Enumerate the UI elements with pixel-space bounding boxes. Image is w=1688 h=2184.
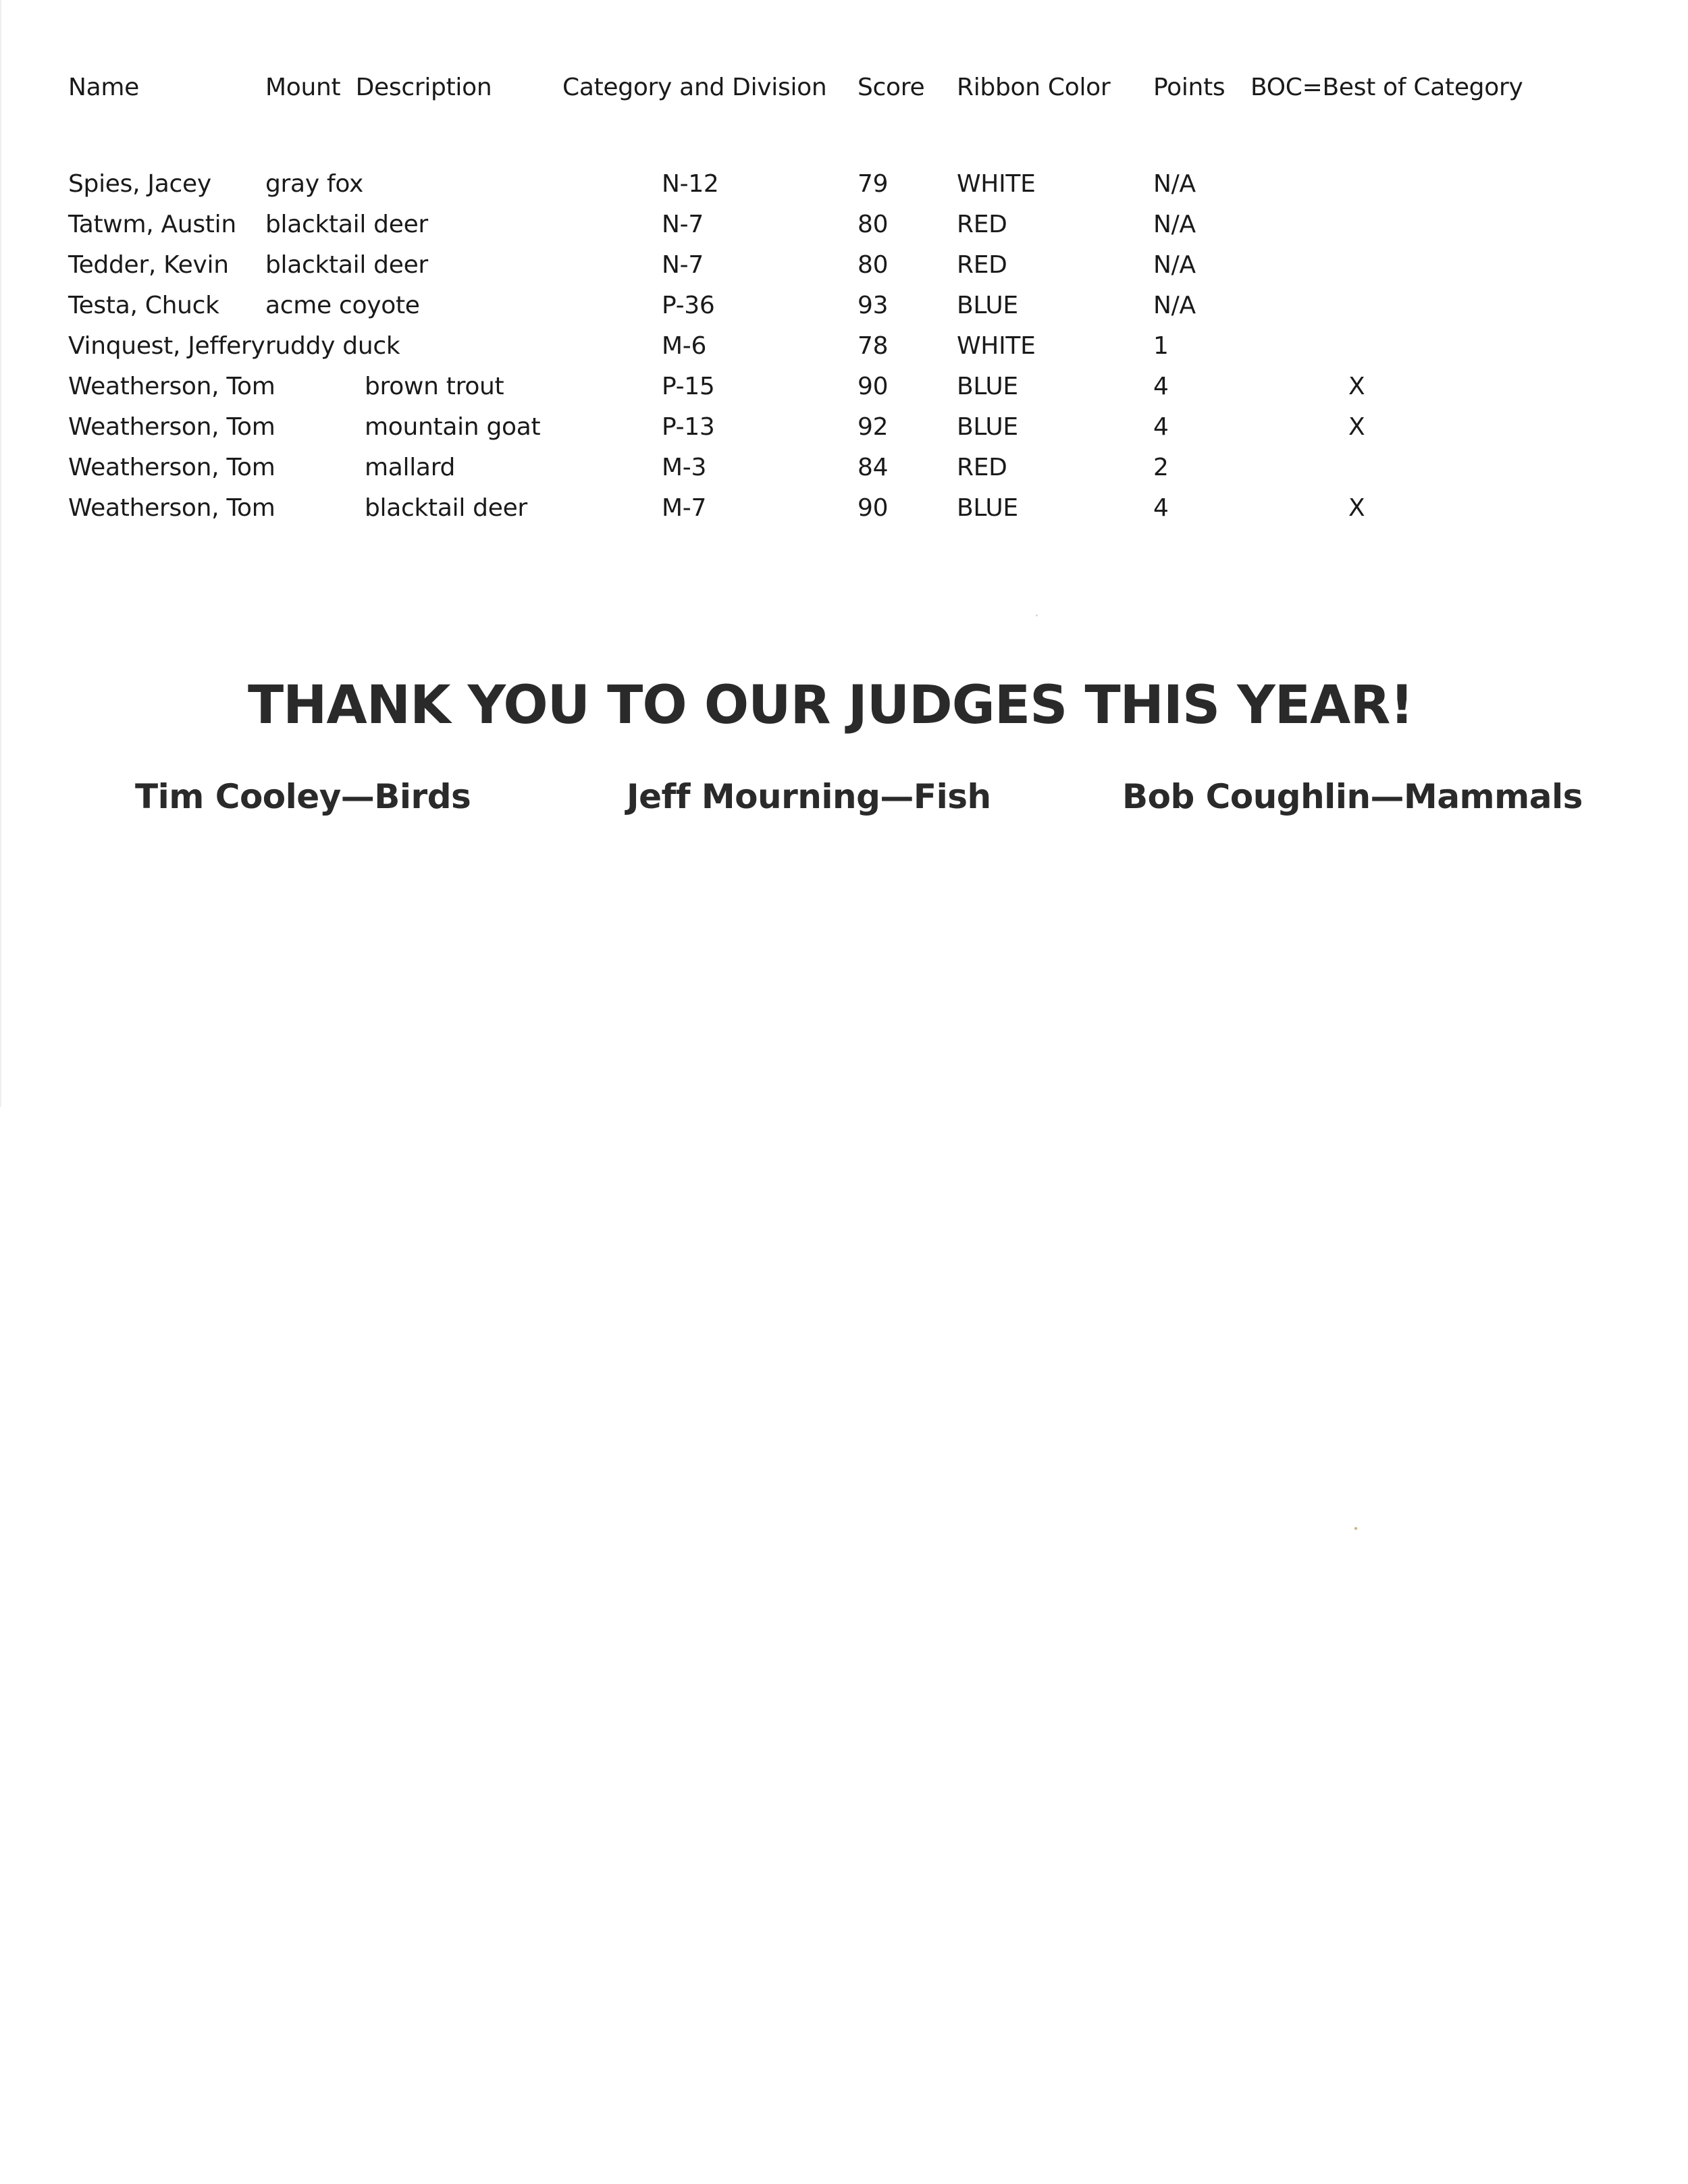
- judge-birds: Tim Cooley—Birds: [135, 777, 471, 816]
- header-points: Points: [1153, 74, 1225, 101]
- table-row: [0, 169, 1688, 199]
- row-boc: X: [1348, 413, 1365, 441]
- row-category: M-7: [662, 494, 707, 522]
- row-name: Weatherson, Tom: [68, 373, 275, 400]
- row-category: N-7: [662, 251, 704, 279]
- row-boc: X: [1348, 373, 1365, 400]
- header-name: Name: [68, 74, 140, 101]
- row-category: M-6: [662, 332, 707, 360]
- row-ribbon: WHITE: [957, 332, 1036, 360]
- table-row: [0, 494, 1688, 523]
- row-name: Vinquest, Jeffery: [68, 332, 265, 360]
- row-ribbon: RED: [957, 211, 1007, 238]
- scan-edge: [0, 0, 2, 1107]
- row-score: 84: [858, 454, 889, 481]
- table-row: [0, 291, 1688, 321]
- row-category: P-13: [662, 413, 715, 441]
- row-name: Testa, Chuck: [68, 292, 219, 319]
- judge-mammals: Bob Coughlin—Mammals: [1122, 777, 1583, 816]
- row-points: N/A: [1153, 251, 1196, 279]
- row-points: 4: [1153, 373, 1169, 400]
- row-category: N-7: [662, 211, 704, 238]
- row-mount: mallard: [365, 454, 456, 481]
- row-score: 79: [858, 170, 889, 198]
- row-points: N/A: [1153, 292, 1196, 319]
- row-ribbon: BLUE: [957, 494, 1018, 522]
- row-points: 4: [1153, 494, 1169, 522]
- row-score: 80: [858, 211, 889, 238]
- row-ribbon: RED: [957, 251, 1007, 279]
- row-name: Weatherson, Tom: [68, 413, 275, 441]
- row-name: Weatherson, Tom: [68, 494, 275, 522]
- row-mount: brown trout: [365, 373, 504, 400]
- row-points: 4: [1153, 413, 1169, 441]
- row-points: 1: [1153, 332, 1169, 360]
- thanks-heading: THANK YOU TO OUR JUDGES THIS YEAR!: [247, 675, 1414, 736]
- judge-fish: Jeff Mourning—Fish: [627, 777, 991, 816]
- row-mount: mountain goat: [365, 413, 541, 441]
- table-row: [0, 412, 1688, 442]
- row-category: M-3: [662, 454, 707, 481]
- row-score: 92: [858, 413, 889, 441]
- row-mount: blacktail deer: [365, 494, 527, 522]
- row-ribbon: BLUE: [957, 413, 1018, 441]
- header-mount-description: Mount Description: [265, 74, 492, 101]
- row-category: P-36: [662, 292, 715, 319]
- row-score: 90: [858, 373, 889, 400]
- row-score: 93: [858, 292, 889, 319]
- header-boc: BOC=Best of Category: [1250, 74, 1523, 101]
- table-row: [0, 372, 1688, 402]
- row-ribbon: BLUE: [957, 373, 1018, 400]
- row-category: P-15: [662, 373, 715, 400]
- table-row: [0, 210, 1688, 240]
- table-row: [0, 250, 1688, 280]
- row-ribbon: BLUE: [957, 292, 1018, 319]
- row-points: 2: [1153, 454, 1169, 481]
- row-points: N/A: [1153, 170, 1196, 198]
- row-mount: gray fox: [265, 170, 363, 198]
- row-ribbon: RED: [957, 454, 1007, 481]
- scan-speck: [1354, 1527, 1357, 1530]
- row-points: N/A: [1153, 211, 1196, 238]
- header-score: Score: [858, 74, 925, 101]
- row-name: Spies, Jacey: [68, 170, 211, 198]
- row-mount: blacktail deer: [265, 251, 428, 279]
- header-ribbon-color: Ribbon Color: [957, 74, 1111, 101]
- row-ribbon: WHITE: [957, 170, 1036, 198]
- row-mount: acme coyote: [265, 292, 420, 319]
- table-row: [0, 331, 1688, 361]
- row-mount: ruddy duck: [265, 332, 400, 360]
- row-category: N-12: [662, 170, 719, 198]
- row-mount: blacktail deer: [265, 211, 428, 238]
- row-score: 90: [858, 494, 889, 522]
- row-score: 78: [858, 332, 889, 360]
- header-category-division: Category and Division: [562, 74, 827, 101]
- table-row: [0, 453, 1688, 483]
- row-name: Weatherson, Tom: [68, 454, 275, 481]
- row-score: 80: [858, 251, 889, 279]
- row-name: Tedder, Kevin: [68, 251, 229, 279]
- row-boc: X: [1348, 494, 1365, 522]
- scan-speck: [1036, 614, 1038, 616]
- row-name: Tatwm, Austin: [68, 211, 236, 238]
